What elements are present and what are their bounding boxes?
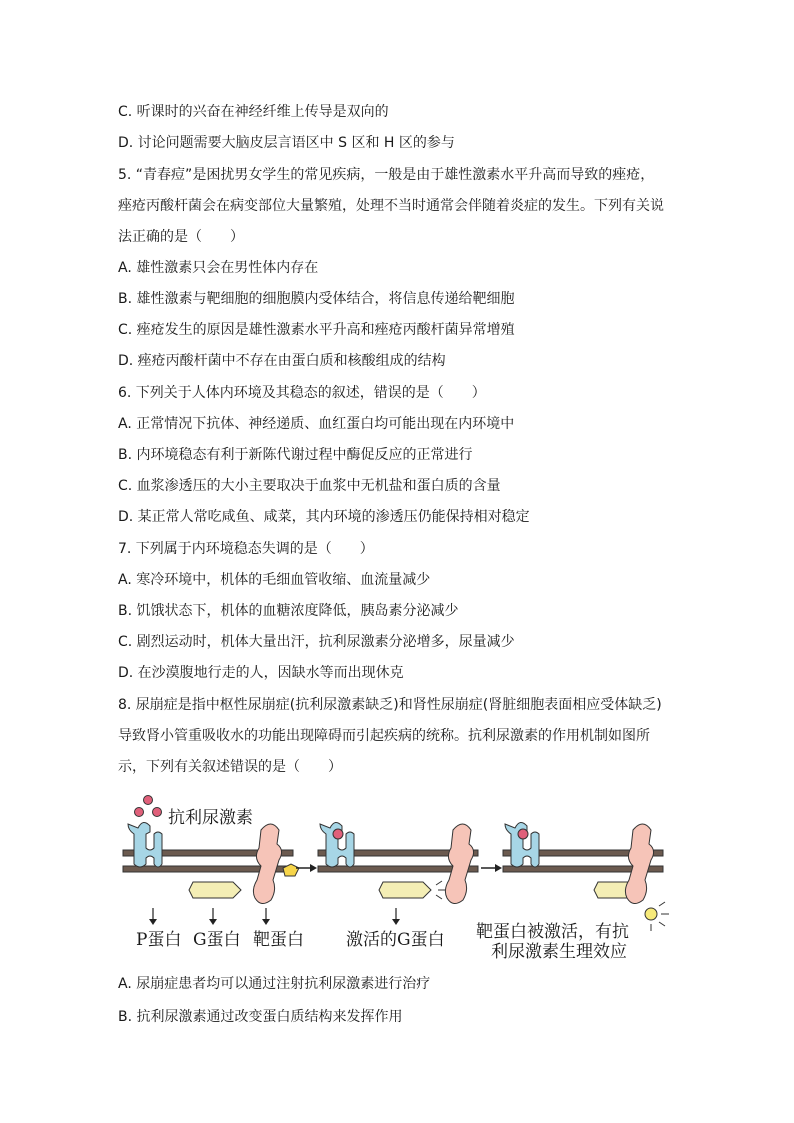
label-target-activated-1: 靶蛋白被激活，有抗 bbox=[476, 922, 629, 942]
option-c-q4: C. 听课时的兴奋在神经纤维上传导是双向的 bbox=[118, 104, 389, 120]
question-7-stem: 7. 下列属于内环境稳态失调的是（ ） bbox=[118, 541, 374, 557]
question-6-stem: 6. 下列关于人体内环境及其稳态的叙述，错误的是（ ） bbox=[118, 385, 486, 401]
adh-mechanism-figure bbox=[118, 790, 678, 960]
option-a-q6: A. 正常情况下抗体、神经递质、血红蛋白均可能出现在内环境中 bbox=[118, 416, 515, 432]
option-d-q6: D. 某正常人常吃咸鱼、咸菜，其内环境的渗透压仍能保持相对稳定 bbox=[118, 509, 530, 525]
question-8-stem-3: 示，下列有关叙述错误的是（ ） bbox=[118, 759, 342, 775]
receptor-p-protein bbox=[128, 822, 162, 867]
option-c-q6: C. 血浆渗透压的大小主要取决于血浆中无机盐和蛋白质的含量 bbox=[118, 478, 501, 494]
label-target-protein: 靶蛋白 bbox=[253, 930, 304, 950]
figure-title: 抗利尿激素 bbox=[168, 808, 253, 828]
option-b-q8: B. 抗利尿激素通过改变蛋白质结构来发挥作用 bbox=[118, 1009, 403, 1025]
activation-burst bbox=[645, 908, 657, 920]
hormone-dot bbox=[135, 808, 144, 817]
option-d-q7: D. 在沙漠腹地行走的人，因缺水等而出现休克 bbox=[118, 665, 404, 681]
option-d-q4: D. 讨论问题需要大脑皮层言语区中 S 区和 H 区的参与 bbox=[118, 135, 455, 151]
option-c-q5: C. 痤疮发生的原因是雄性激素水平升高和痤疮丙酸杆菌异常增殖 bbox=[118, 322, 515, 338]
panel-1 bbox=[123, 822, 299, 925]
option-a-q8: A. 尿崩症患者均可以通过注射抗利尿激素进行治疗 bbox=[118, 976, 431, 992]
panel-2 bbox=[318, 822, 478, 925]
label-g-protein: G蛋白 bbox=[193, 930, 241, 950]
label-p-protein: P蛋白 bbox=[136, 930, 182, 950]
option-a-q7: A. 寒冷环境中，机体的毛细血管收缩、血流量减少 bbox=[118, 572, 431, 588]
question-5-stem-3: 法正确的是（ ） bbox=[118, 229, 244, 245]
hormone-dot bbox=[153, 808, 162, 817]
label-activated-g-protein: 激活的G蛋白 bbox=[346, 930, 445, 950]
question-8-stem-1: 8. 尿崩症是指中枢性尿崩症(抗利尿激素缺乏)和肾性尿崩症(肾脏细胞表面相应受体缺乏) bbox=[118, 697, 662, 713]
panel-3 bbox=[503, 822, 669, 931]
label-target-activated-2: 利尿激素生理效应 bbox=[491, 942, 627, 962]
option-b-q5: B. 雄性激素与靶细胞的细胞膜内受体结合，将信息传递给靶细胞 bbox=[118, 291, 515, 307]
question-5-stem-1: 5. “青春痘”是困扰男女学生的常见疾病，一般是由于雄性激素水平升高而导致的痤疮， bbox=[118, 167, 655, 183]
option-b-q6: B. 内环境稳态有利于新陈代谢过程中酶促反应的正常进行 bbox=[118, 447, 473, 463]
target-protein bbox=[253, 824, 281, 904]
option-c-q7: C. 剧烈运动时，机体大量出汗，抗利尿激素分泌增多，尿量减少 bbox=[118, 634, 515, 650]
question-8-stem-2: 导致肾小管重吸收水的功能出现障碍而引起疾病的统称。抗利尿激素的作用机制如图所 bbox=[118, 728, 650, 744]
option-d-q5: D. 痤疮丙酸杆菌中不存在由蛋白质和核酸组成的结构 bbox=[118, 353, 446, 369]
option-b-q7: B. 饥饿状态下，机体的血糖浓度降低，胰岛素分泌减少 bbox=[118, 603, 459, 619]
option-a-q5: A. 雄性激素只会在男性体内存在 bbox=[118, 260, 319, 276]
g-protein bbox=[189, 882, 241, 898]
question-5-stem-2: 痤疮丙酸杆菌会在病变部位大量繁殖，处理不当时通常会伴随着炎症的发生。下列有关说 bbox=[118, 198, 664, 214]
hormone-dot bbox=[144, 796, 153, 805]
